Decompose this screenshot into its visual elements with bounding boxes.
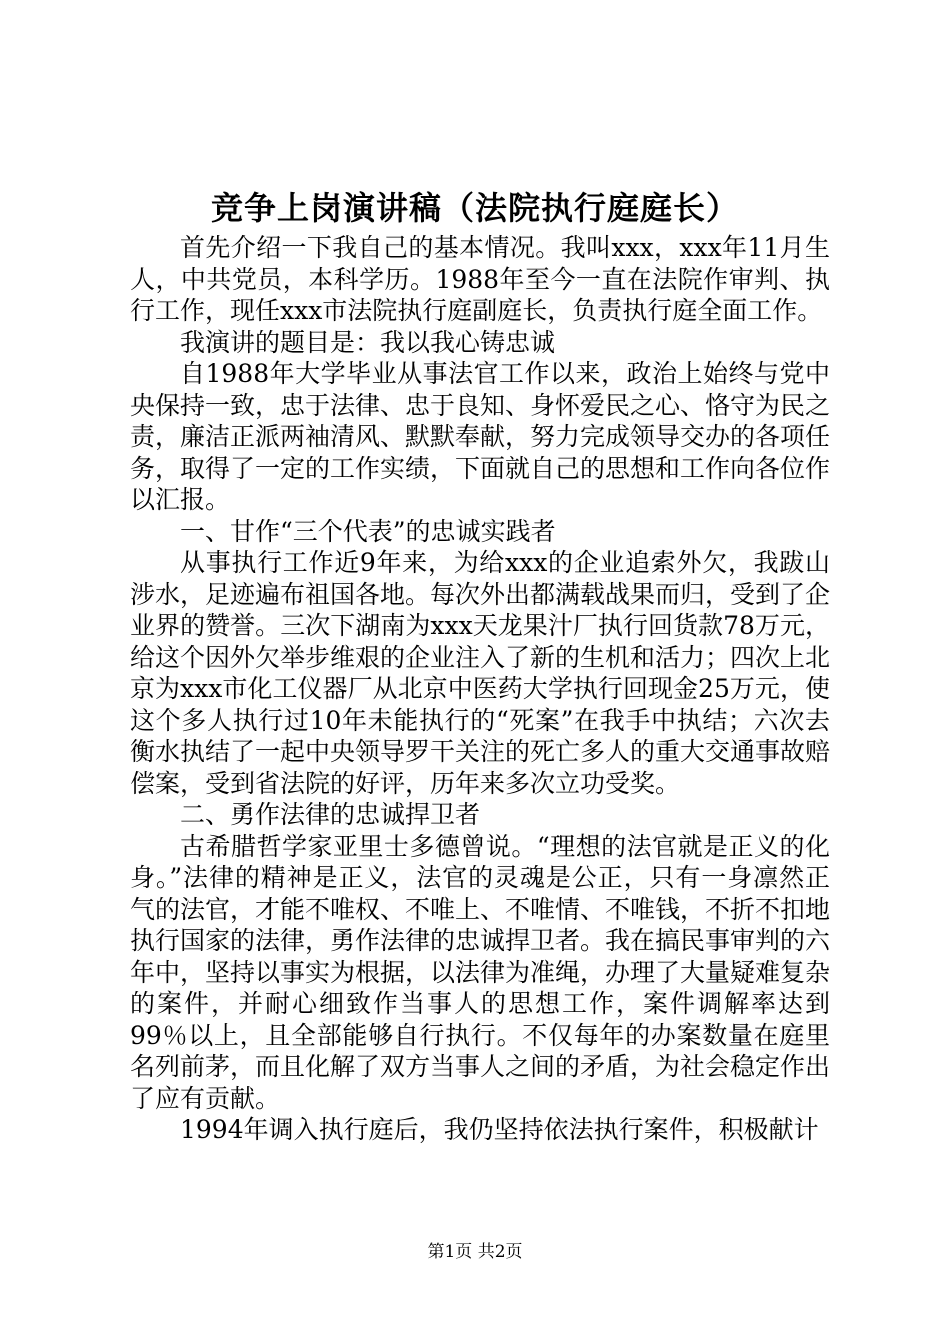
document-title: 竞争上岗演讲稿（法院执行庭庭长）: [210, 189, 739, 227]
page-footer: 第1页 共2页: [427, 1242, 523, 1262]
paragraph-speech-topic: 我演讲的题目是：我以我心铸忠诚: [180, 327, 556, 357]
paragraph-1994: 1994年调入执行庭后，我仍坚持依法执行案件，积极献计: [180, 1115, 819, 1144]
paragraph-career-summary: 自1988年大学毕业从事法官工作以来，政治上始终与党中央保持一致，忠于法律、忠于良知、身怀爱民之心、恪守为民之责，廉洁正派两袖清风、默默奉献，努力完成领导交办的各项任务，取得了一定的工作实绩，下面就自己的思想和工作向各位作以汇报。: [130, 359, 831, 514]
document-body: [130, 232, 830, 1146]
paragraph-execution-work: 从事执行工作近9年来，为给xxx的企业追索外欠，我跋山涉水，足迹遍布祖国各地。每次外出都满载战果而归，受到了企业界的赞誉。三次下湖南为xxx天龙果汁厂执行回货款78万元，给这个因外欠举步维艰的企业注入了新的生机和活力；四次上北京为xxx市化工仪器厂从北京中医药大学执行回现金25万元，使这个多人执行过10年未能执行的“死案”在我手中执结；六次去衡水执结了一起中央领导罗干关注的死亡多人的重大交通事故赔偿案，受到省法院的好评，历年来多次立功受奖。: [130, 548, 831, 798]
paragraph-law-defender: 古希腊哲学家亚里士多德曾说。“理想的法官就是正义的化身。”法律的精神是正义，法官的灵魂是公正，只有一身凛然正气的法官，才能不唯权、不唯上、不唯情、不唯钱，不折不扣地执行国家的法律，勇作法律的忠诚捍卫者。我在搞民事审判的六年中，坚持以事实为根据，以法律为准绳，办理了大量疑难复杂的案件，并耐心细致作当事人的思想工作，案件调解率达到99％以上，且全部能够自行执行。不仅每年的办案数量在庭里名列前茅，而且化解了双方当事人之间的矛盾，为社会稳定作出了应有贡献。: [130, 831, 831, 1113]
section-heading-2: 二、勇作法律的忠诚捍卫者: [180, 800, 481, 829]
section-heading-1: 一、甘作“三个代表”的忠诚实践者: [180, 516, 556, 546]
paragraph-intro: 首先介绍一下我自己的基本情况。我叫xxx，xxx年11月生人，中共党员，本科学历。1988年至今一直在法院作审判、执行工作，现任xxx市法院执行庭副庭长，负责执行庭全面工作。: [130, 233, 830, 325]
